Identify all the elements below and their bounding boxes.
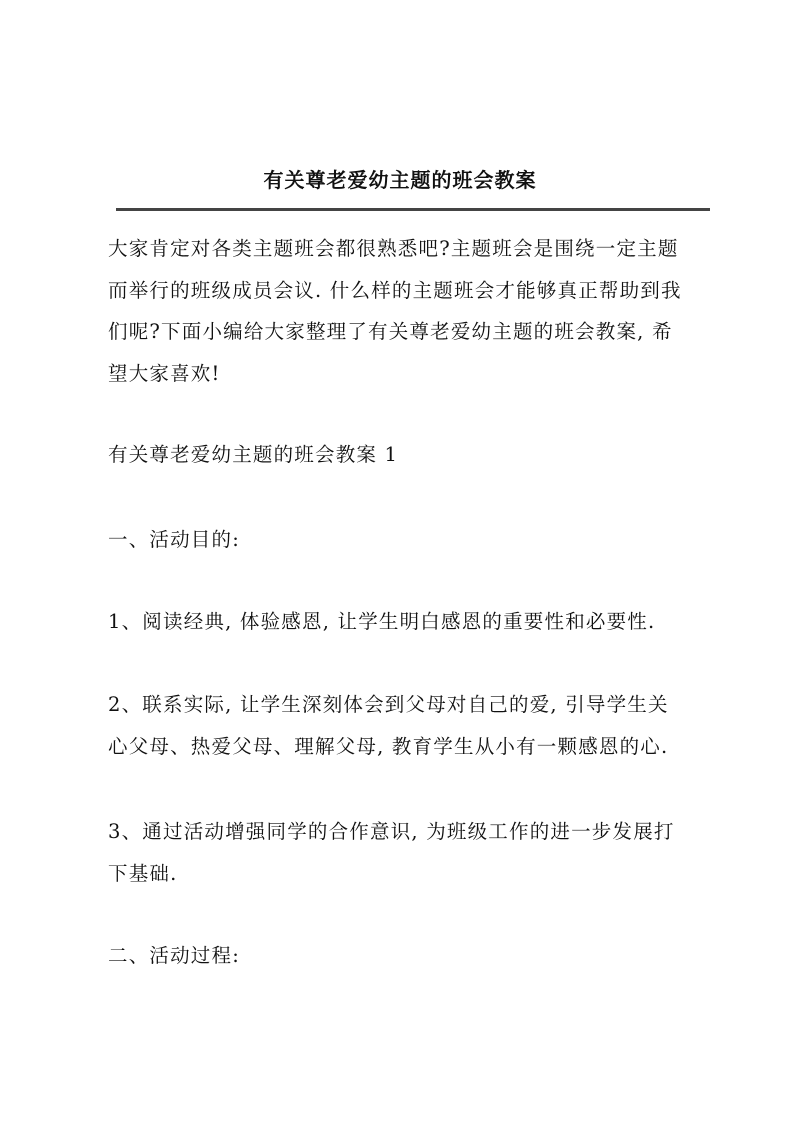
part-one-heading (108, 519, 704, 561)
section-heading-text: 有关尊老爱幼主题的班会教案 1 (108, 443, 399, 466)
intro-paragraph (108, 228, 704, 394)
intro-line: 大家肯定对各类主题班会都很熟悉吧?主题班会是围绕一定主题 (108, 237, 679, 260)
section-heading (108, 434, 704, 476)
goal-3-paragraph (108, 811, 704, 894)
intro-line: 而举行的班级成员会议. 什么样的主题班会才能够真正帮助到我 (108, 278, 682, 302)
goal-2-paragraph (108, 684, 704, 767)
part-two-heading-text: 二、活动过程: (108, 944, 240, 967)
goal-3-line: 3、通过活动增强同学的合作意识, 为班级工作的进一步发展打 (108, 820, 675, 843)
document-title: 有关尊老爱幼主题的班会教案 (263, 168, 537, 192)
intro-line: 望大家喜欢! (108, 361, 221, 385)
goal-1-paragraph (108, 601, 704, 643)
title-divider (116, 208, 710, 211)
goal-2-line: 2、联系实际, 让学生深刻体会到父母对自己的爱, 引导学生关 (108, 693, 669, 716)
intro-line: 们呢?下面小编给大家整理了有关尊老爱幼主题的班会教案, 希 (108, 320, 673, 343)
goal-3-line: 下基础. (108, 861, 178, 885)
part-one-heading-text: 一、活动目的: (108, 528, 240, 551)
part-two-heading (108, 935, 704, 977)
goal-2-line: 心父母、热爱父母、理解父母, 教育学生从小有一颗感恩的心. (108, 734, 669, 758)
goal-1-line: 1、阅读经典, 体验感恩, 让学生明白感恩的重要性和必要性. (108, 610, 656, 633)
